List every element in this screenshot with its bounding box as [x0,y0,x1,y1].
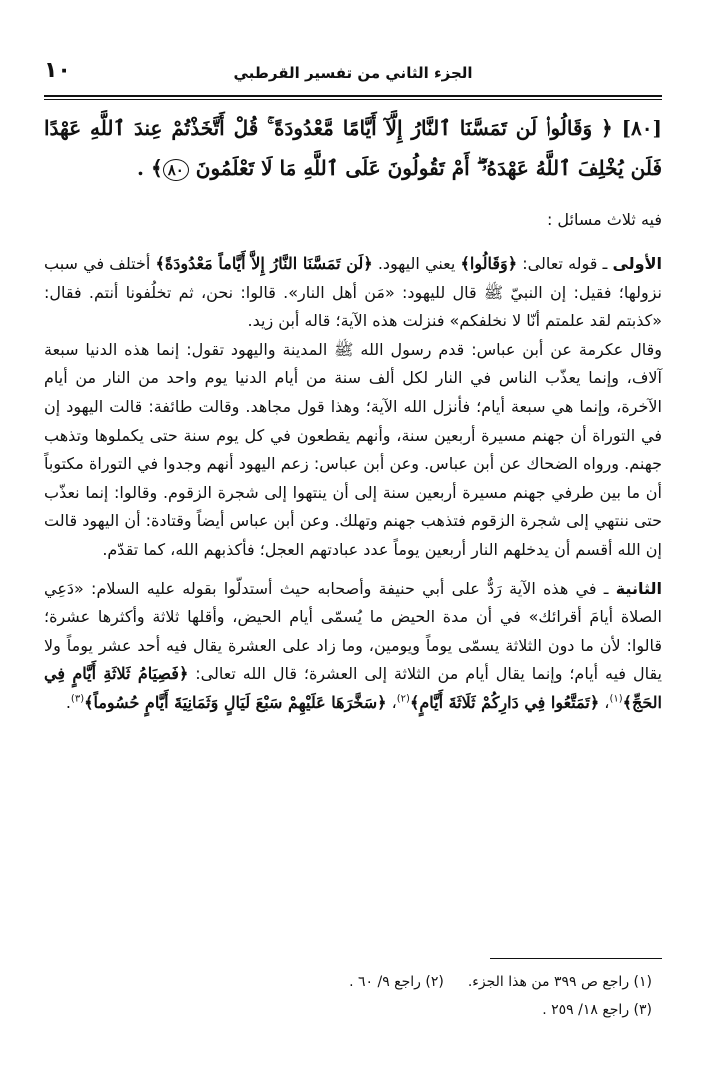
footnote-ref[interactable]: (٢) [396,693,410,705]
footnote-2: (٢) راجع ٩/ ٦٠ . [349,974,444,990]
issue-second-text: ـ في هذه الآية رَدٌّ على أبي حنيفة وأصحابه حيث أستدلّوا بقوله عليه السلام: «دَعِي الصلاة أيامَ أقرائك» في أن مدة الحيض ما يُسمّى أيام الحيض، وأقلها ثلاثة وأكثرها عشرة؛ قالوا: لأن ما دون الثلاثة يسمّى يوماً ويومين، وما زاد على العشرة يقال فيه أحد عشر يوماً ولا يقال فيه أيام؛ وإنما يقال أيام من الثلاثة إلى العشرة؛ قال الله تعالى: [44,578,662,684]
footnote-line-2 [46,996,652,1024]
issue-second-label: الثانية [615,578,662,598]
quran-quote: ﴿تَمَتَّعُوا فِي دَارِكُمْ ثَلَاثَةَ أَيَّامٍ﴾ [409,692,600,712]
issue-first-text-e: أختلف في سبب نزولها؛ فقيل: إن النبيّ ﷺ قال لليهود: «مَن أهل النار». قالوا: نحن، ثم تخلُفونا أنتم. فقال: «كذبتم لقد علمتم أنّا لا نخلفكم» فنزلت هذه الآية؛ قاله أبن زيد. [44,254,662,331]
issue-first-text-a: ـ قوله تعالى: [517,254,613,273]
issue-first-text-c: يعني اليهود. [372,254,461,273]
footnote-ref[interactable]: (٣) [70,693,85,705]
paragraph-end: . [65,692,71,712]
verse-closing: ﴾ . [137,156,163,180]
verse-number: [٨٠] [621,116,662,140]
footnotes [46,968,652,1024]
footnote-3: (٣) راجع ١٨/ ٢٥٩ . [542,1002,652,1018]
running-title: الجزء الثاني من تفسير القرطبي [233,64,473,82]
section-intro: فيه ثلاث مسائل : [546,210,662,229]
verse-end-marker: ٨٠ [163,159,189,181]
page-number: ١٠ [44,58,71,83]
page-header [44,52,662,92]
quran-verse [44,108,662,188]
issue-first-paragraph [44,250,662,336]
header-rule-thin [44,99,662,100]
quran-quote: ﴿سَخَّرَهَا عَلَيْهِمْ سَبْعَ لَيَالٍ وَثَمَانِيَةَ أَيَّامٍ حُسُوماً﴾ [84,692,387,712]
quran-quote: ﴿فَصِيَامُ ثَلاثَةِ أَيَّامٍ فِي الحَجِّ﴾ [44,664,662,712]
issue-second-paragraph [44,575,662,718]
quran-quote: ﴿لَن تَمَسَّنَا النَّارُ إِلاَّ أَيَّاماً مَعْدُودَةً﴾ [155,254,373,273]
header-rule [44,95,662,97]
issue-first-label: الأولى [612,254,663,273]
verse-text: ﴿ وَقَالُوا۟ لَن تَمَسَّنَا ٱلنَّارُ إِلَّآ أَيَّامًا مَّعْدُودَةً ۚ قُلْ أَتَّخَذْتُمْ عِندَ ٱللَّهِ عَهْدًا فَلَن يُخْلِفَ ٱللَّهُ عَهْدَهُۥٓ ۖ أَمْ تَقُولُونَ عَلَى ٱللَّهِ مَا لَا تَعْلَمُونَ [44,116,662,180]
issue-first-paragraph-2: وقال عكرمة عن أبن عباس: قدم رسول الله ﷺ المدينة واليهود تقول: إنما هذه الدنيا سبعة آلاف، وإنما يعذّب الناس في النار لكل ألف سنة من أيام الدنيا يوم واحد من النار من أيام الآخرة، وإنما هي سبعة أيام؛ فأنزل الله الآية؛ وهذا قول مجاهد. وقالت طائفة: قالت اليهود إن في التوراة أن جهنم مسيرة أربعين سنة، وأنهم يقطعون في كل يوم سنة حتى يكملوها وتذهب جهنم. ورواه الضحاك عن أبن عباس. وعن أبن عباس: زعم اليهود أنهم وجدوا في التوراة مكتوباً أن ما بين طرفي جهنم مسيرة أربعين سنة إلى أن ينتهوا إلى شجرة الزقوم. وقالوا: إنما نعذّب حتى ننتهي إلى شجرة الزقوم فتذهب جهنم وتهلك. وعن أبن عباس أيضاً وقتادة: أن اليهود قالت إن الله أقسم أن يدخلهم النار أربعين يوماً عدد عبادتهم العجل؛ فأكذبهم الله، كما تقدّم. [44,339,662,559]
separator: ، [386,692,397,712]
separator: ، [599,692,610,712]
quran-quote: ﴿وَقَالُوا﴾ [460,254,518,273]
footnote-line-1 [46,968,652,996]
footnote-ref[interactable]: (١) [609,693,623,705]
footnote-rule [490,958,662,959]
page-body [44,108,662,718]
footnote-1: (١) راجع ص ٣٩٩ من هذا الجزء. [467,974,652,990]
